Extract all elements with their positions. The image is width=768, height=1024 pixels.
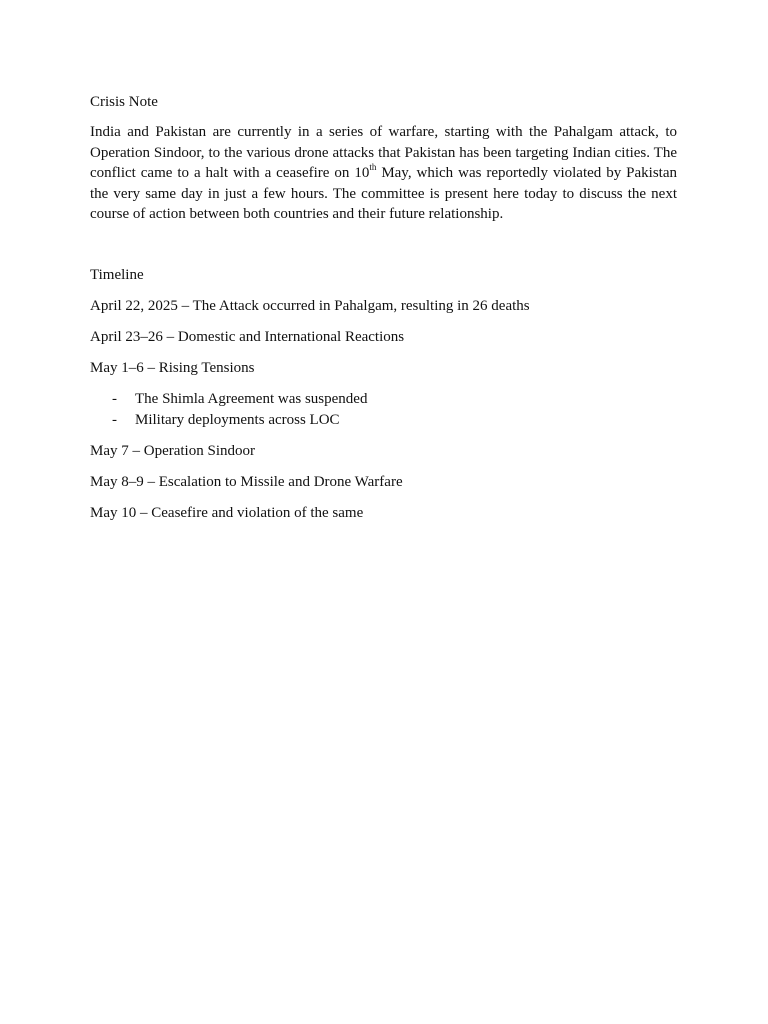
dash-bullet: - [112,390,117,407]
timeline-item: May 10 – Ceasefire and violation of the same [90,504,364,521]
rising-tensions-sublist [90,389,677,431]
sublist-item [90,410,677,431]
timeline-item: April 23–26 – Domestic and International Reactions [90,328,405,345]
document-page [90,92,677,534]
paragraph-text-part-1: India and Pakistan are currently in a series of warfare, starting with the Pahalgam attack, to Operation Sindoor, to the various drone attacks that Pakistan has been targeting Indian cities. The conflict came to a halt with a ceasefire on 10 [90,124,677,182]
crisis-note-heading: Crisis Note [90,94,158,110]
timeline-item: May 1–6 – Rising Tensions [90,359,255,376]
sublist-item-text: The Shimla Agreement was suspended [135,390,368,407]
sublist-item-text: Military deployments across LOC [135,411,340,428]
section-spacer [90,225,677,265]
sublist-item [90,389,677,410]
paragraph-text-part-2: May, which was reportedly violated by Pakistan the very same day in just a few hours. The committee is present here today to discuss the next course of action between both countries and their future relationship. [90,165,678,223]
dash-bullet: - [112,411,117,428]
timeline-heading: Timeline [90,266,144,283]
timeline-item: May 8–9 – Escalation to Missile and Drone Warfare [90,473,403,490]
ordinal-superscript: th [369,162,377,173]
timeline-item: May 7 – Operation Sindoor [90,442,255,459]
crisis-note-paragraph [90,122,677,225]
timeline-item: April 22, 2025 – The Attack occurred in Pahalgam, resulting in 26 deaths [90,297,530,314]
